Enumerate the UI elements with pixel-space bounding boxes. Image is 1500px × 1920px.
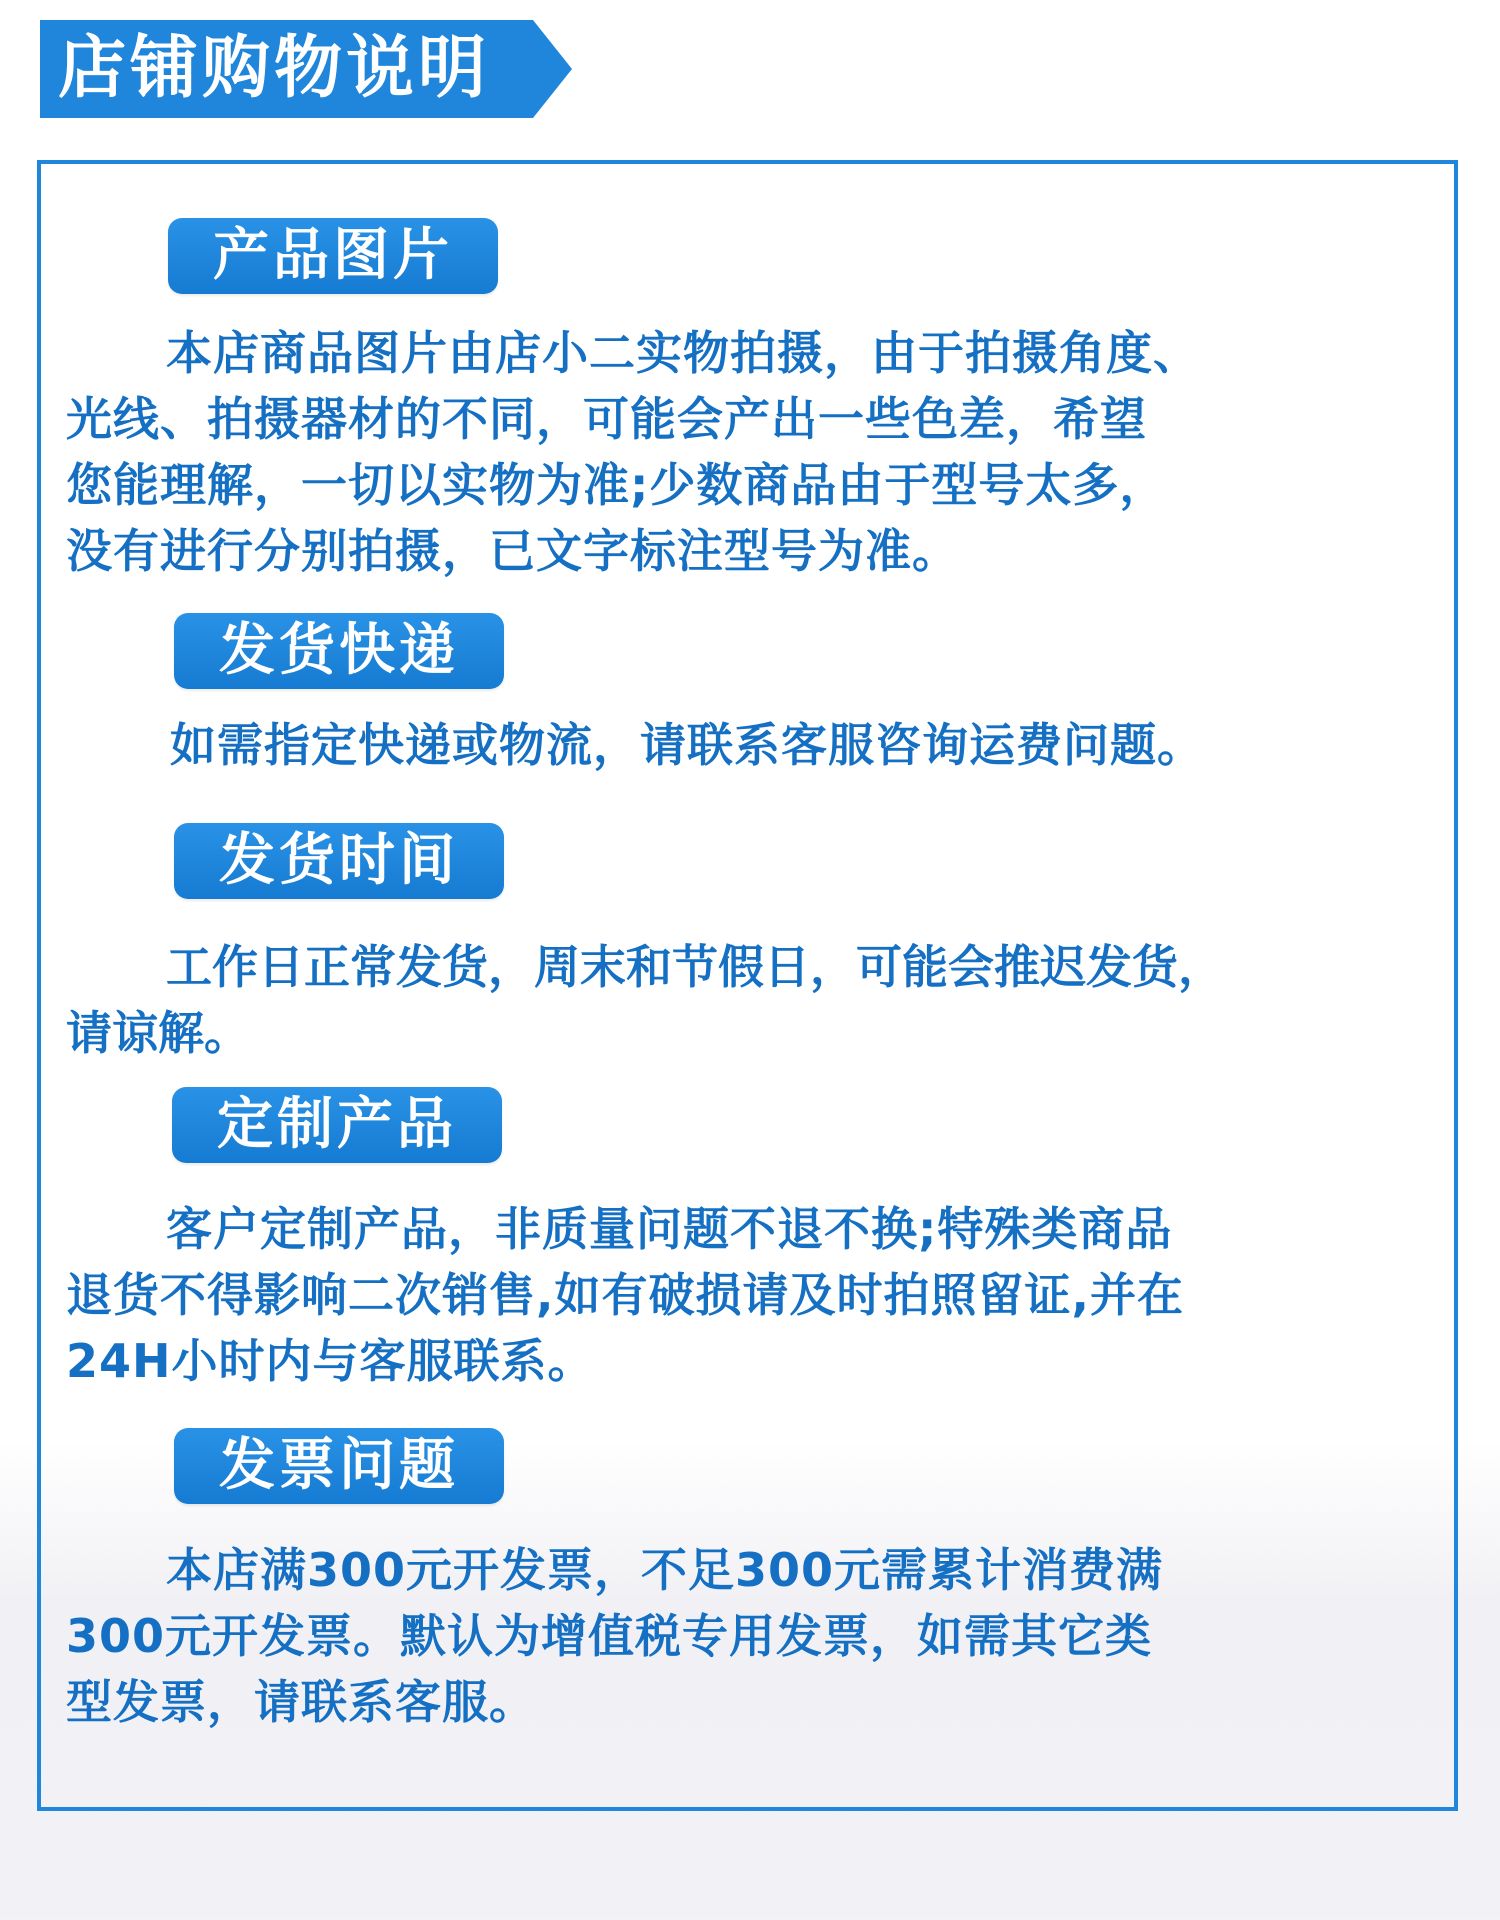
section-body-invoice: 本店满300元开发票，不足300元需累计消费满 300元开发票。默认为增值税专用发票，如需其它类 型发票，请联系客服。 <box>66 1543 1164 1729</box>
section-heading-custom-products: 定制产品 <box>172 1087 502 1163</box>
section-heading-shipping-time: 发货时间 <box>174 823 504 899</box>
section-body-shipping-courier: 如需指定快递或物流，请联系客服咨询运费问题。 <box>170 718 1204 772</box>
section-body-custom-products: 客户定制产品，非质量问题不退不换;特殊类商品 退货不得影响二次销售,如有破损请及时拍照留证,并在 24H小时内与客服联系。 <box>66 1202 1184 1388</box>
page-title: 店铺购物说明 <box>58 29 491 108</box>
section-heading-product-images: 产品图片 <box>168 218 498 294</box>
section-body-product-images: 本店商品图片由店小二实物拍摄，由于拍摄角度、 光线、拍摄器材的不同，可能会产出一些色差，希望 您能理解，一切以实物为准;少数商品由于型号太多， 没有进行分别拍摄，已文字标注型号为准。 <box>66 326 1200 578</box>
section-heading-shipping-courier: 发货快递 <box>174 613 504 689</box>
section-body-shipping-time: 工作日正常发货，周末和节假日，可能会推迟发货， 请谅解。 <box>66 940 1224 1060</box>
section-heading-invoice: 发票问题 <box>174 1428 504 1504</box>
